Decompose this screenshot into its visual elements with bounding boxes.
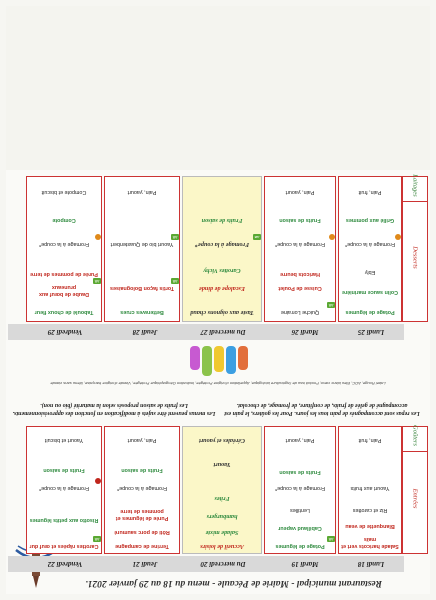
menu-item: Potage de légumes [275,543,325,549]
menu-item: Grillé aux pommes [345,217,395,223]
menu-item: Colin sauce marinière [341,289,399,295]
menu-item: Purée de légumes et pommes de terre [115,508,169,521]
menu-item: Carottes râpées et œuf dur [29,543,99,549]
menu-item: Pain, yaourt [285,189,315,195]
menu-item: Pain, fruit [358,437,382,443]
day-column [26,426,102,554]
menu-item: Potage de légumes [345,309,395,315]
day-column [264,176,336,322]
menu-item: Yaourt et biscuit [44,437,84,443]
menu-item: Yaourt aux fruits [350,485,390,491]
menu-item: Fruits de saison [43,467,85,473]
menu-item: Fruits de saison [121,467,163,473]
day-header: Jeudi 21 [132,560,158,568]
day-column [264,426,336,554]
menu-item: Céréales et yaourt [198,437,246,444]
day-header: Du mercredi 20 [200,560,246,568]
menu-item: Risotto aux petits légumes [29,517,99,523]
day-header: Mardi 26 [291,328,319,336]
menu-item: Carottes Vichy [203,267,241,274]
menu-item: Fromage à la coupe* [274,485,326,491]
menu-item: Salade mixte [205,529,239,536]
section-label-entrees: Entrées [402,450,428,554]
day-header: Vendredi 29 [47,328,83,336]
day-column [182,176,262,322]
section-label-laitage: Laitages [402,176,428,202]
menu-item: hamburgers [206,513,238,520]
menu-item: Taboulé de choux fleur [34,309,94,315]
day-header: Du mercredi 27 [200,328,246,336]
organic-badge-icon: AB [328,303,334,308]
section-label-desserts: Desserts [402,200,428,322]
menu-item: Yaourt bio de Quastenbert [110,241,174,247]
menu-item: Terrine de campagne [115,543,169,549]
day-header: Mardi 19 [291,560,319,568]
day-column [338,426,402,554]
day-header: Lundi 25 [357,328,385,336]
menu-item: Compote [52,217,76,223]
organic-badge-icon: AB [254,235,260,240]
menu-item: Cabillaud vapeur [278,525,322,531]
menu-item: Fruits de saison [279,469,321,475]
note-modification: Les menus peuvent être sujets à modification en fonction des approvisionnements. Les fruits de saison proposés selon la maturité (bio ou non). [12,402,216,416]
menu-item: Purée de pommes de terre [30,271,98,277]
menu-item: Fromage à la coupe* [344,241,396,247]
menu-item: Betteraves crues [120,309,164,315]
menu-item: Rôti de porc saumuré [114,529,170,535]
day-header: Jeudi 28 [132,328,158,336]
menu-item: Yaourt [213,461,231,468]
page-title: Restaurant municipal - Mairie de Pécaule - menu du 18 au 29 janvier 2021. [85,578,382,588]
menu-item: Blanquette de veau [345,523,395,529]
organic-badge-icon: AB [172,279,178,284]
menu-item: Fromage à la coupe* [38,485,90,491]
menu-item: Pain, yaourt [127,189,157,195]
menu-item: Fruits de saison [201,217,243,224]
organic-badge-icon: AB [94,278,100,283]
menu-item: Pain, yaourt [127,437,157,443]
day-column [182,426,262,554]
menu-item: Fruits de saison [279,217,321,223]
menu-item: Quiche Lorraine [280,309,320,315]
menu-item: Riz et carottes [352,507,388,513]
organic-badge-icon: AB [172,235,178,240]
menu-item: Frites [214,495,230,502]
menu-item: Lentilles [290,507,310,513]
labels-legend: Label Rouge, AOC, Bleu blanc cœur, Produit issu de l'agriculture biologique, Appellation d'origine Protégée, Indication Géographique Protégée, Viande d'origine française, Menu sans viande [50,381,386,386]
menu-item: Ebly [364,269,376,275]
menu-item: Fromage à la coupe* [274,241,326,247]
menu-item: Escalope de dinde [198,285,246,292]
menu-item: Compote et biscuit [41,189,87,195]
menu-item: Fromage à la coupe* [116,485,168,491]
hands-illustration [182,342,252,376]
menu-item: Taste aux oignons chaud [190,309,254,316]
menu-item: Fromage à la coupe* [38,241,90,247]
menu-item: Cuisse de Poulet [278,285,322,291]
section-label-gouters: Goûters [402,426,428,452]
day-column [104,176,180,322]
menu-item: Salade haricots vert et maïs [341,536,399,549]
menu-item: Fromage à la coupe* [194,241,250,248]
note-accompaniment: Les repas sont accompagnés de pain tous les jours. Pour les goûters, le pain est accompagné de gelée de fruits, de confiture, de fromage, de chocolat. [224,402,420,416]
day-column [104,426,180,554]
menu-item: Accueil de loisirs [200,543,244,550]
menu-item: Pain, fruit [358,189,382,195]
day-column [338,176,402,322]
organic-badge-icon: AB [94,537,100,542]
organic-badge-icon: AB [328,537,334,542]
day-header: Lundi 18 [357,560,385,568]
menu-item: Tortis façon Bolognaises [110,285,174,291]
day-header: Vendredi 22 [47,560,83,568]
day-column [26,176,102,322]
menu-item: Daube de bœuf aux pruneaux [38,284,90,297]
menu-item: Pain, yaourt [285,437,315,443]
menu-item: Haricots beurre [280,271,320,277]
menu-sheet [6,6,430,594]
blank-margin [6,6,430,170]
